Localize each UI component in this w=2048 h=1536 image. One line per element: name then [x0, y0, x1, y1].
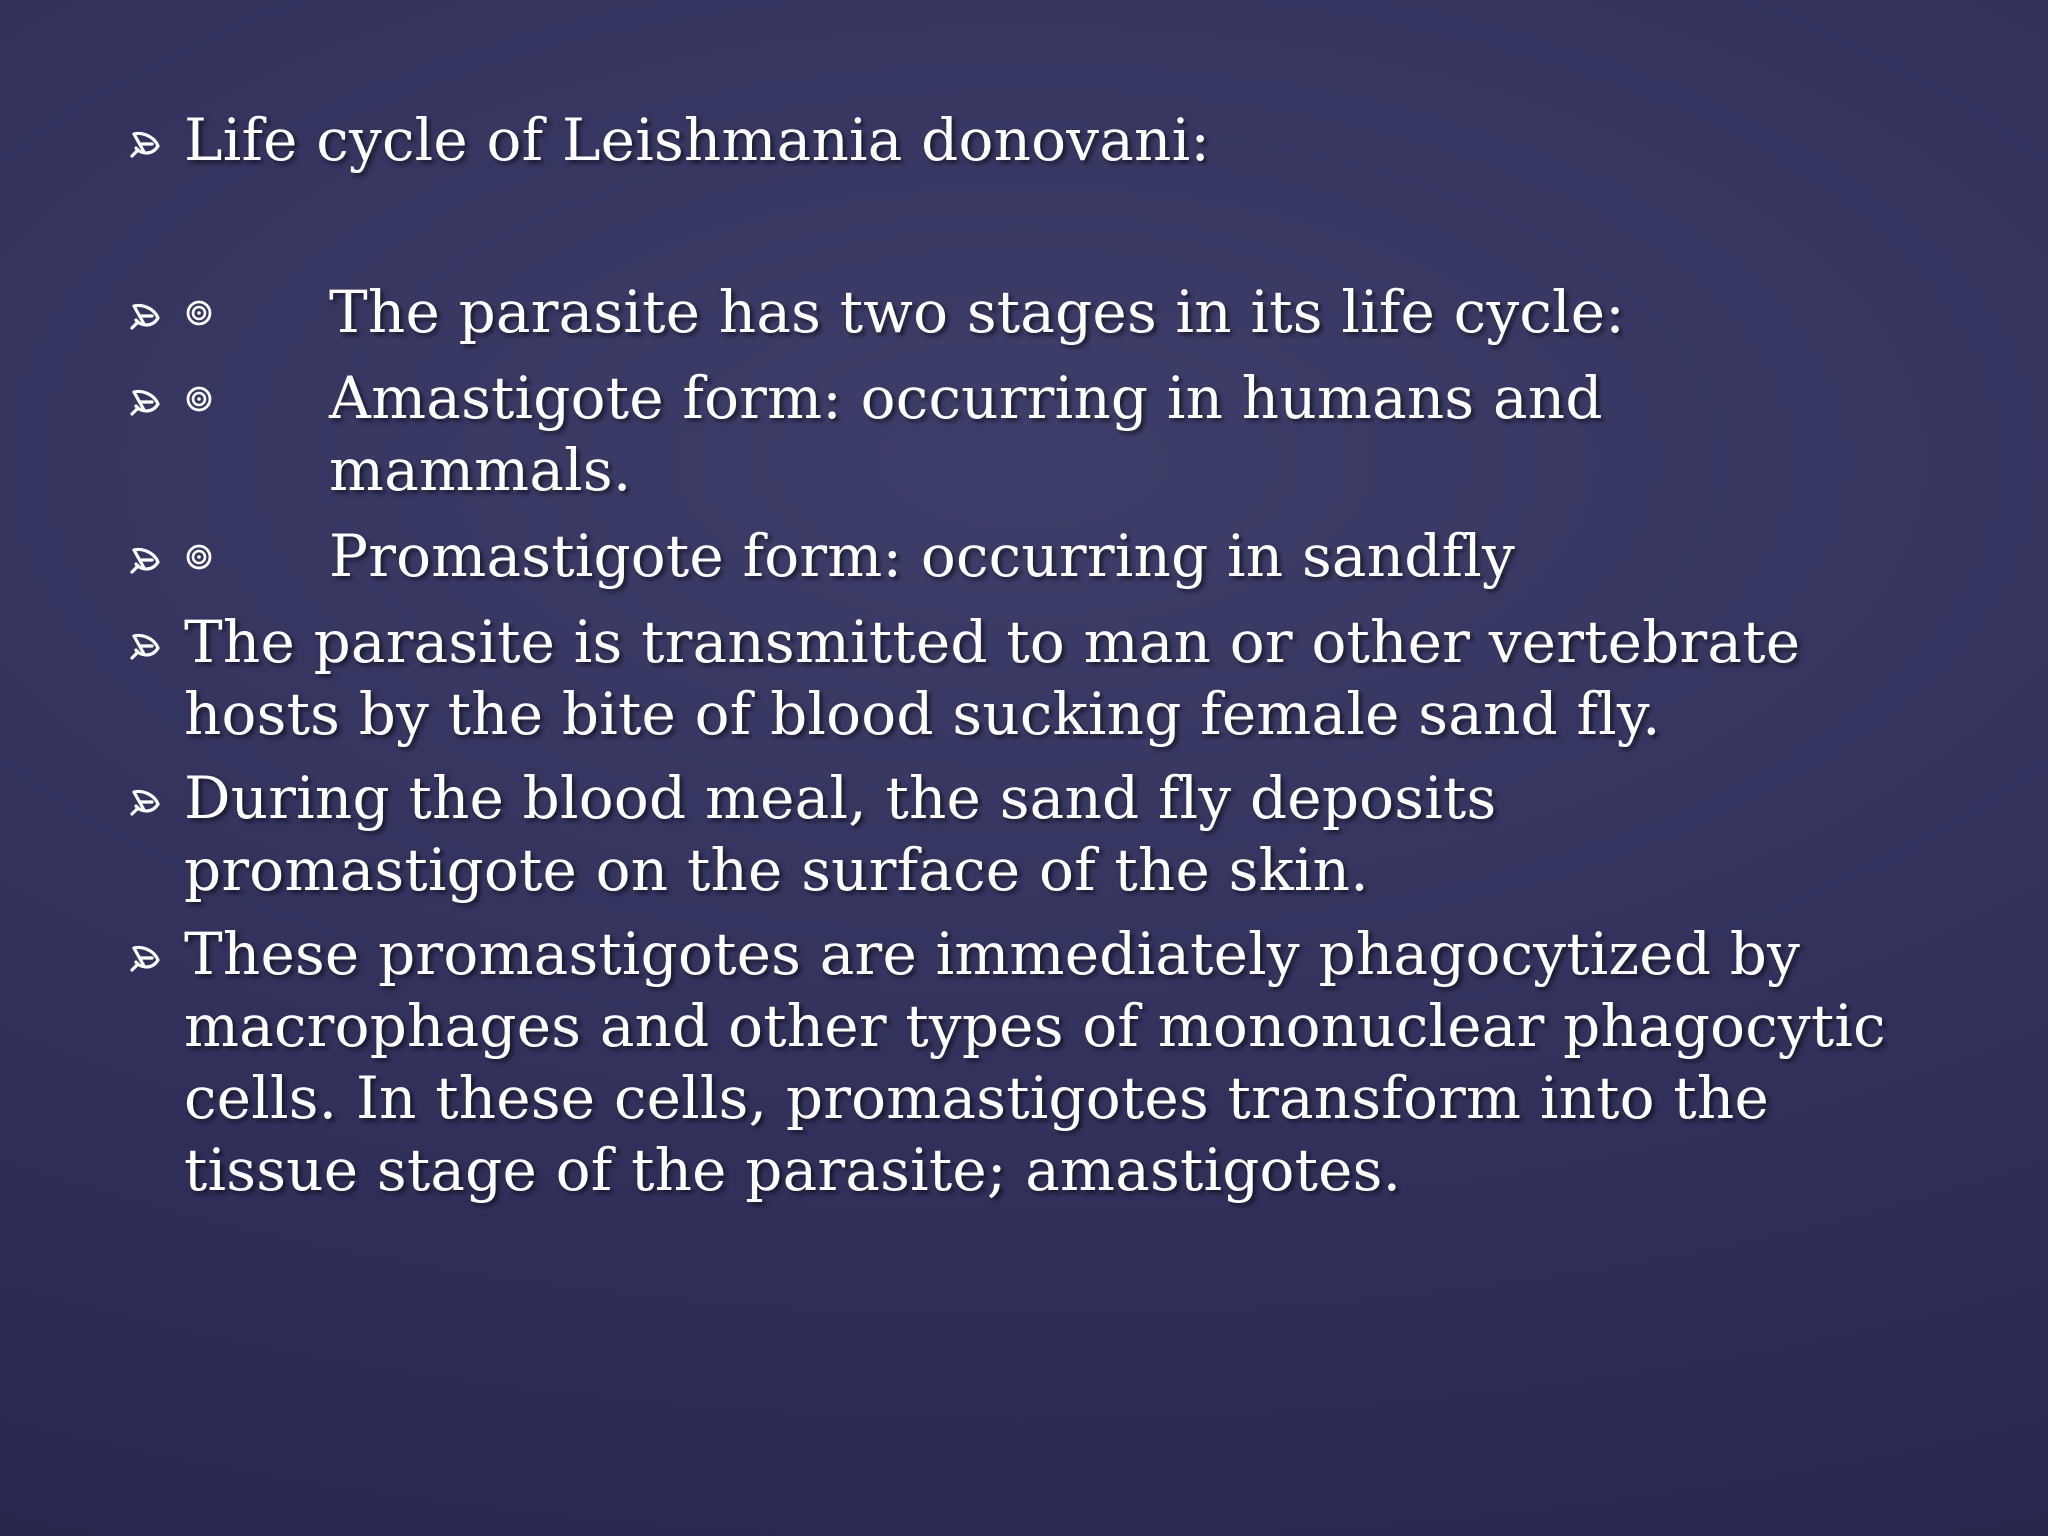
sub-item-text: Amastigote form: occurring in humans and mammals.: [329, 364, 1603, 504]
bullet-sub-item: [128, 276, 1908, 348]
leaf-bullet-icon: [128, 384, 164, 420]
bullet-sub-item: [128, 362, 1908, 506]
bullet-paragraph: [128, 762, 1908, 906]
spiral-bullet-icon: [184, 542, 214, 572]
bullet-title: [128, 104, 1908, 176]
sub-item-text: Promastigote form: occurring in sandfly: [329, 522, 1515, 590]
paragraph-text: During the blood meal, the sand fly deposits promastigote on the surface of the skin.: [184, 764, 1497, 904]
bullet-paragraph: [128, 918, 1908, 1206]
bullet-sub-item: [128, 520, 1908, 592]
leaf-bullet-icon: [128, 784, 164, 820]
leaf-bullet-icon: [128, 628, 164, 664]
leaf-bullet-icon: [128, 126, 164, 162]
sub-item-text: The parasite has two stages in its life cycle:: [329, 278, 1626, 346]
leaf-bullet-icon: [128, 298, 164, 334]
slide-content: [128, 104, 1908, 1206]
leaf-bullet-icon: [128, 542, 164, 578]
spiral-bullet-icon: [184, 298, 214, 328]
spiral-bullet-icon: [184, 384, 214, 414]
leaf-bullet-icon: [128, 940, 164, 976]
bullet-paragraph: [128, 606, 1908, 750]
slide-title: Life cycle of Leishmania donovani:: [184, 106, 1211, 174]
paragraph-text: The parasite is transmitted to man or other vertebrate hosts by the bite of blood sucking female sand fly.: [184, 608, 1801, 748]
paragraph-text: These promastigotes are immediately phagocytized by macrophages and other types of mononuclear phagocytic cells. In these cells, promastigotes transform into the tissue stage of the parasite; amastigotes.: [184, 920, 1886, 1204]
